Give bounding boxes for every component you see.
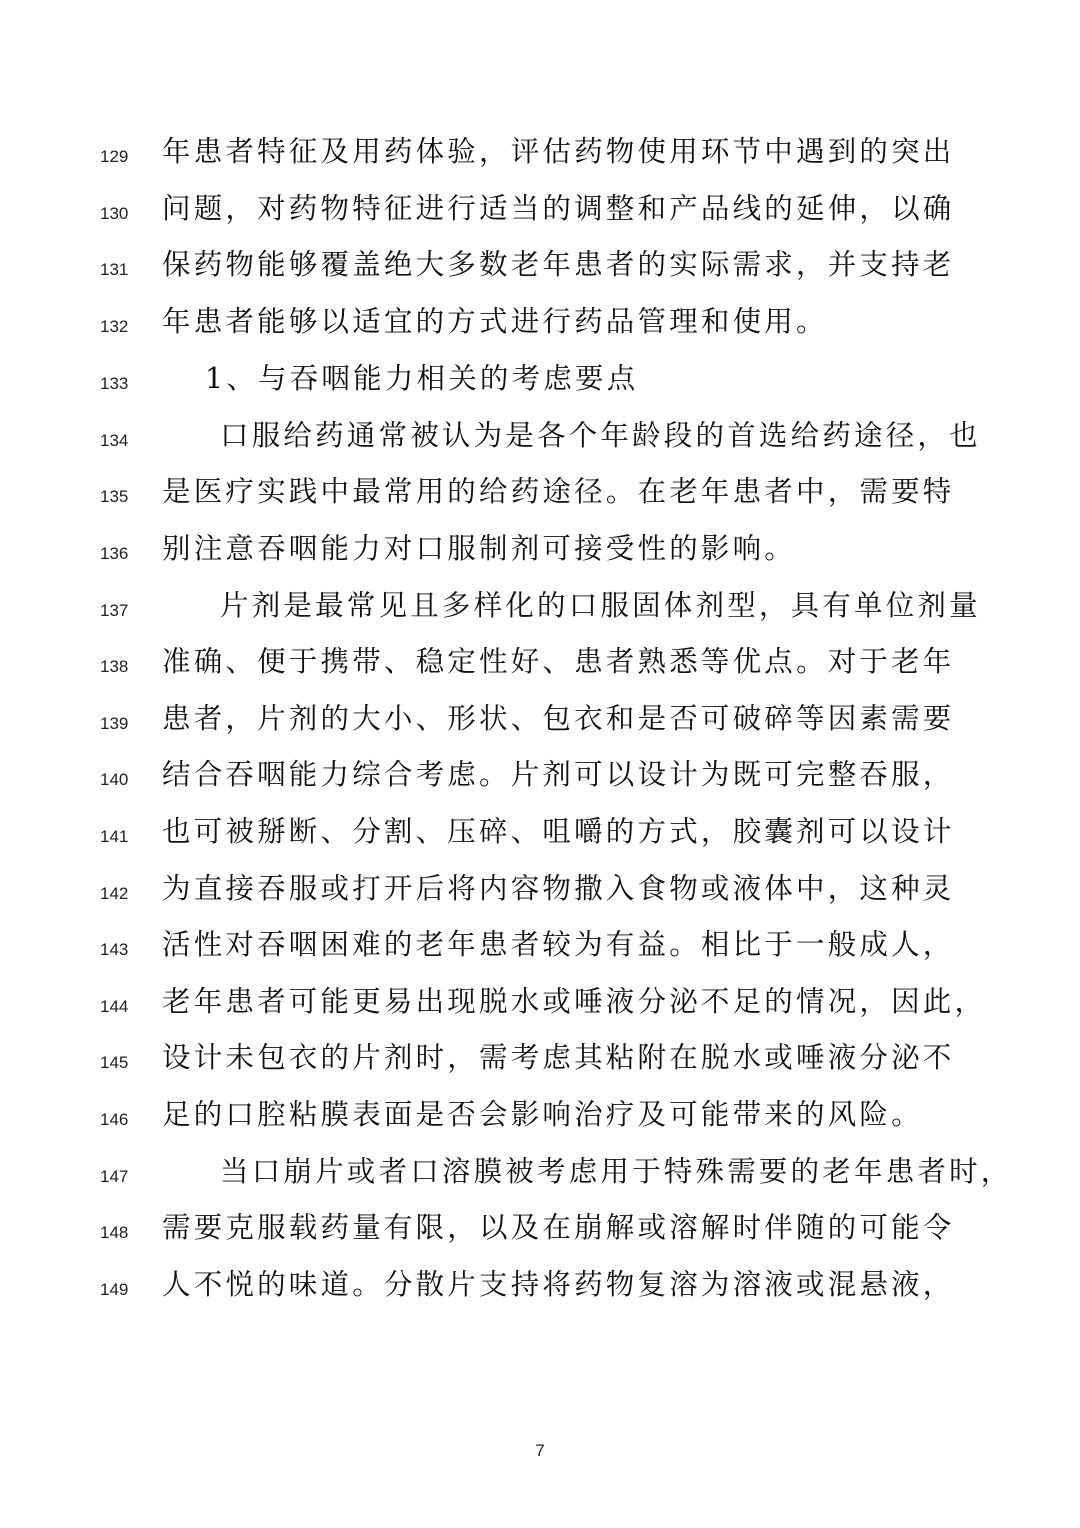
text-line [0,869,1080,919]
text-line [0,812,1080,862]
line-number: 136 [100,544,129,563]
line-number: 143 [100,940,129,959]
line-text: 设计未包衣的片剂时，需考虑其粘附在脱水或唾液分泌不 [162,1041,955,1074]
line-text: 患者，片剂的大小、形状、包衣和是否可破碎等因素需要 [162,702,955,735]
section-heading-line [0,359,1080,409]
line-text: 年患者能够以适宜的方式进行药品管理和使用。 [162,305,828,338]
line-number: 133 [100,374,129,393]
text-line [0,1038,1080,1088]
line-text: 人不悦的味道。分散片支持将药物复溶为溶液或混悬液， [162,1268,955,1301]
line-number: 139 [100,714,129,733]
line-text: 准确、便于携带、稳定性好、患者熟悉等优点。对于老年 [162,645,955,678]
line-text: 结合吞咽能力综合考虑。片剂可以设计为既可完整吞服， [162,758,955,791]
line-text: 是医疗实践中最常用的给药途径。在老年患者中，需要特 [162,475,955,508]
text-line [0,642,1080,692]
line-text: 活性对吞咽困难的老年患者较为有益。相比于一般成人， [162,928,955,961]
line-number: 148 [100,1223,129,1242]
text-line [0,755,1080,805]
line-number: 140 [100,770,129,789]
text-line [0,1152,1080,1202]
line-number: 135 [100,487,129,506]
line-text: 别注意吞咽能力对口服制剂可接受性的影响。 [162,532,797,565]
line-text: 足的口腔粘膜表面是否会影响治疗及可能带来的风险。 [162,1098,923,1131]
line-text: 年患者特征及用药体验，评估药物使用环节中遇到的突出 [162,135,955,168]
line-text: 也可被掰断、分割、压碎、咀嚼的方式，胶囊剂可以设计 [162,815,955,848]
line-number: 137 [100,601,129,620]
text-line [0,586,1080,636]
line-number: 144 [100,997,129,1016]
line-text: 问题，对药物特征进行适当的调整和产品线的延伸，以确 [162,192,955,225]
text-line [0,1208,1080,1258]
line-text: 为直接吞服或打开后将内容物撒入食物或液体中，这种灵 [162,872,955,905]
text-line [0,302,1080,352]
line-number: 146 [100,1110,129,1129]
line-text: 保药物能够覆盖绝大多数老年患者的实际需求，并支持老 [162,248,955,281]
page-number: 7 [535,1441,545,1460]
text-line [0,245,1080,295]
line-number: 142 [100,884,129,903]
text-line [0,1265,1080,1315]
line-number: 145 [100,1053,129,1072]
section-heading: 1、与吞咽能力相关的考虑要点 [205,362,639,395]
text-line [0,982,1080,1032]
line-number: 131 [100,260,129,279]
text-line [0,925,1080,975]
line-number: 141 [100,827,129,846]
line-number: 129 [100,147,129,166]
text-line [0,132,1080,182]
line-number: 132 [100,317,129,336]
text-line [0,1095,1080,1145]
line-text: 老年患者可能更易出现脱水或唾液分泌不足的情况，因此， [162,985,987,1018]
text-line [0,416,1080,466]
line-number: 130 [100,204,129,223]
line-text: 当口崩片或者口溶膜被考虑用于特殊需要的老年患者时， [220,1155,1013,1188]
line-number: 149 [100,1280,129,1299]
line-number: 134 [100,431,129,450]
line-text: 片剂是最常见且多样化的口服固体剂型，具有单位剂量 [220,589,981,622]
text-line [0,529,1080,579]
line-number: 138 [100,657,129,676]
line-text: 需要克服载药量有限，以及在崩解或溶解时伴随的可能令 [162,1211,955,1244]
line-number: 147 [100,1167,129,1186]
text-line [0,472,1080,522]
text-line [0,699,1080,749]
line-text: 口服给药通常被认为是各个年龄段的首选给药途径，也 [220,419,981,452]
text-line [0,189,1080,239]
